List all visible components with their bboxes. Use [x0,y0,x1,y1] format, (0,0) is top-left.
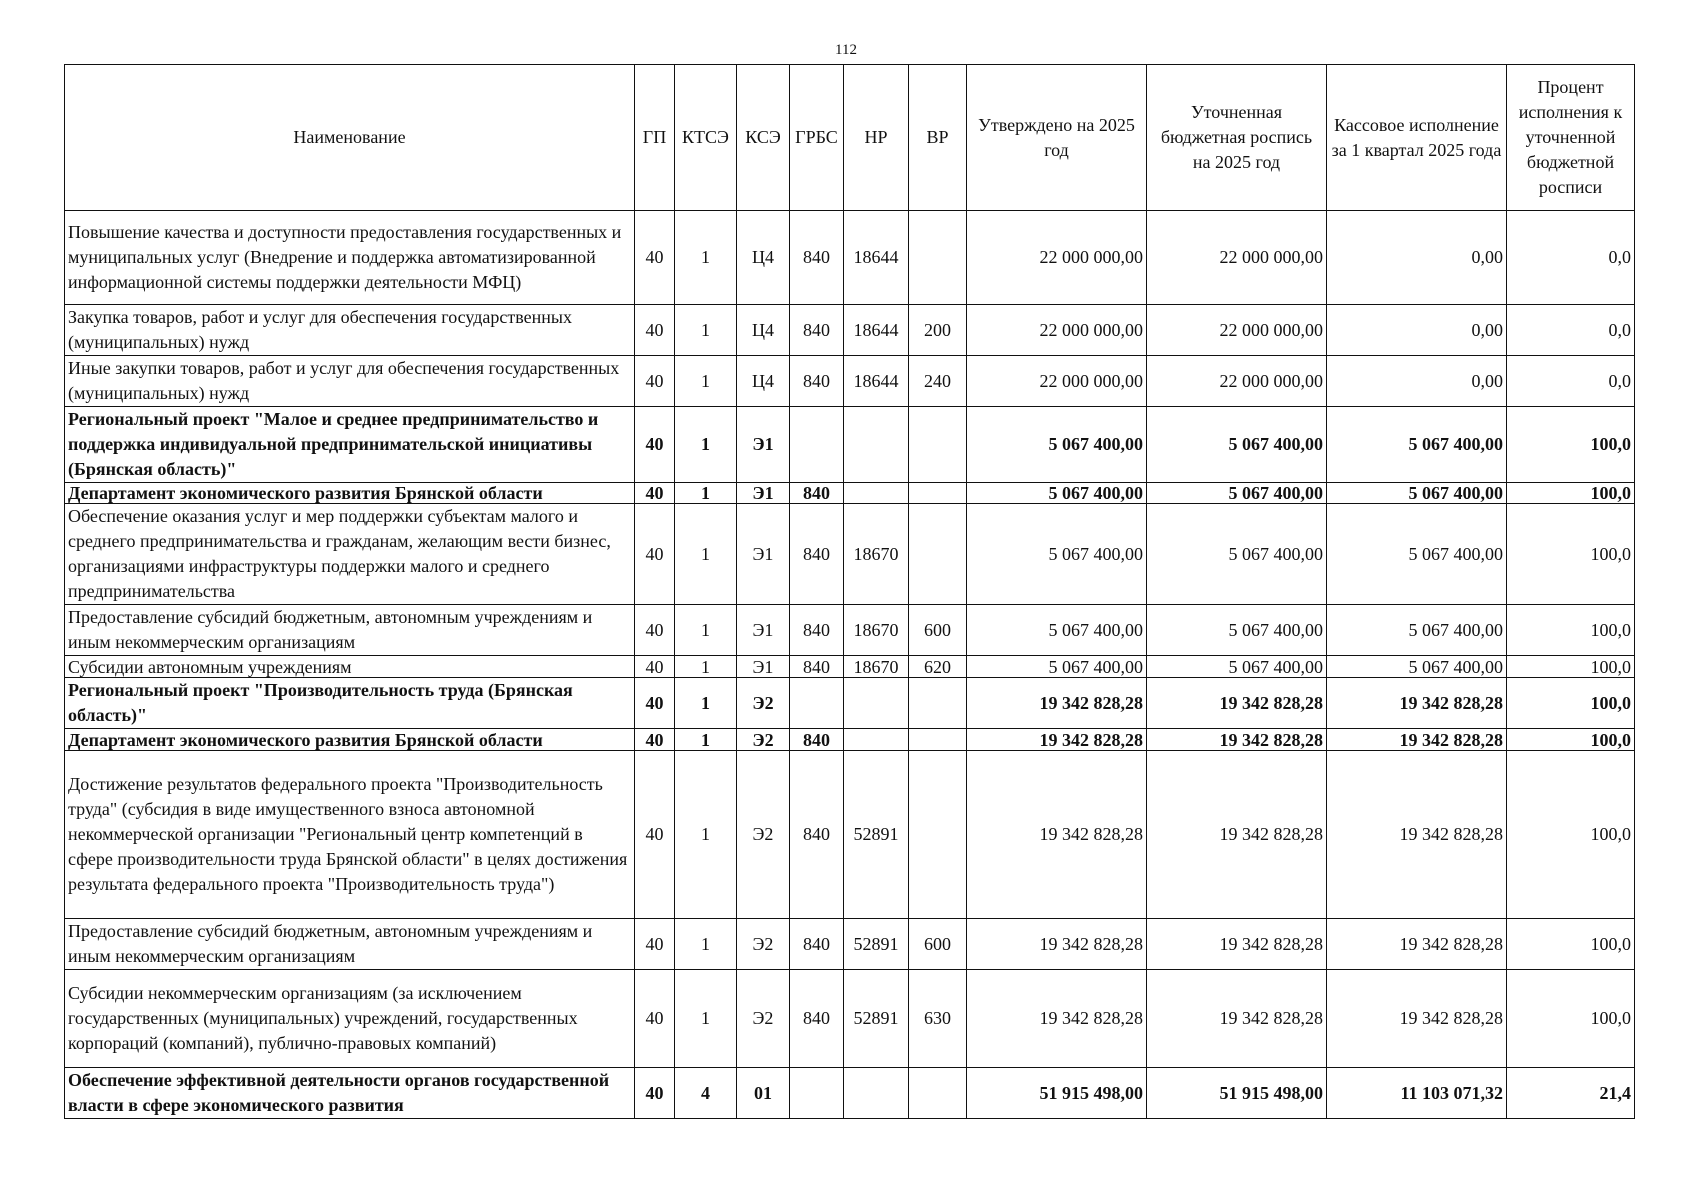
cell-approved: 5 067 400,00 [967,504,1147,605]
cell-name: Достижение результатов федерального проекта "Производительность труда" (субсидия в виде имущественного взноса автономной некоммерческой организации "Региональный центр компетенций в сфере производительности труда Брянской области" в целях достижения результата федерального проекта "Производительность труда") [65,751,635,919]
cell-ktse: 1 [675,656,737,678]
cell-gp: 40 [635,211,675,305]
cell-nr [844,1068,909,1119]
cell-nr: 18644 [844,305,909,356]
cell-refined: 5 067 400,00 [1147,407,1327,483]
cell-name: Департамент экономического развития Брянской области [65,483,635,504]
cell-vr [909,751,967,919]
cell-ktse: 1 [675,729,737,751]
cell-refined: 19 342 828,28 [1147,729,1327,751]
cell-executed: 19 342 828,28 [1327,751,1507,919]
cell-percent: 0,0 [1507,211,1635,305]
table-row [65,407,1635,483]
cell-grbs: 840 [790,305,844,356]
cell-kse: Ц4 [737,305,790,356]
cell-name: Предоставление субсидий бюджетным, автономным учреждениям и иным некоммерческим организациям [65,919,635,970]
cell-gp: 40 [635,729,675,751]
cell-refined: 22 000 000,00 [1147,305,1327,356]
cell-name: Повышение качества и доступности предоставления государственных и муниципальных услуг (Внедрение и поддержка автоматизированной информационной системы поддержки деятельности МФЦ) [65,211,635,305]
cell-name: Предоставление субсидий бюджетным, автономным учреждениям и иным некоммерческим организациям [65,605,635,656]
column-header-approved: Утверждено на 2025 год [967,65,1147,211]
cell-kse: Э1 [737,407,790,483]
cell-ktse: 4 [675,1068,737,1119]
cell-vr [909,211,967,305]
column-header-kse: КСЭ [737,65,790,211]
cell-kse: Э2 [737,970,790,1068]
cell-gp: 40 [635,356,675,407]
cell-vr: 240 [909,356,967,407]
cell-refined: 19 342 828,28 [1147,970,1327,1068]
cell-approved: 5 067 400,00 [967,407,1147,483]
cell-ktse: 1 [675,504,737,605]
page-number: 112 [835,42,857,58]
cell-percent: 100,0 [1507,483,1635,504]
cell-kse: Ц4 [737,211,790,305]
cell-refined: 51 915 498,00 [1147,1068,1327,1119]
cell-gp: 40 [635,970,675,1068]
cell-vr: 600 [909,605,967,656]
cell-nr: 52891 [844,919,909,970]
cell-refined: 22 000 000,00 [1147,356,1327,407]
cell-approved: 22 000 000,00 [967,305,1147,356]
cell-ktse: 1 [675,919,737,970]
cell-nr [844,729,909,751]
cell-kse: 01 [737,1068,790,1119]
cell-refined: 19 342 828,28 [1147,751,1327,919]
cell-grbs: 840 [790,605,844,656]
cell-kse: Э2 [737,919,790,970]
cell-grbs: 840 [790,656,844,678]
table-row [65,656,1635,678]
cell-gp: 40 [635,656,675,678]
cell-executed: 5 067 400,00 [1327,605,1507,656]
cell-vr [909,678,967,729]
cell-gp: 40 [635,504,675,605]
cell-executed: 11 103 071,32 [1327,1068,1507,1119]
cell-percent: 100,0 [1507,656,1635,678]
column-header-vr: ВР [909,65,967,211]
cell-vr [909,504,967,605]
cell-kse: Ц4 [737,356,790,407]
cell-executed: 5 067 400,00 [1327,407,1507,483]
cell-refined: 5 067 400,00 [1147,483,1327,504]
cell-approved: 22 000 000,00 [967,356,1147,407]
cell-nr: 18670 [844,504,909,605]
cell-ktse: 1 [675,483,737,504]
cell-executed: 19 342 828,28 [1327,970,1507,1068]
cell-vr: 600 [909,919,967,970]
cell-refined: 5 067 400,00 [1147,504,1327,605]
cell-grbs: 840 [790,211,844,305]
budget-execution-table [64,64,1635,1119]
cell-percent: 100,0 [1507,678,1635,729]
cell-percent: 100,0 [1507,729,1635,751]
cell-grbs: 840 [790,751,844,919]
cell-ktse: 1 [675,407,737,483]
table-row [65,678,1635,729]
cell-kse: Э1 [737,483,790,504]
cell-vr [909,483,967,504]
cell-nr: 52891 [844,751,909,919]
cell-name: Региональный проект "Малое и среднее предпринимательство и поддержка индивидуальной предпринимательской инициативы (Брянская область)" [65,407,635,483]
cell-name: Региональный проект "Производительность труда (Брянская область)" [65,678,635,729]
cell-grbs: 840 [790,919,844,970]
cell-refined: 19 342 828,28 [1147,919,1327,970]
cell-nr: 18670 [844,605,909,656]
cell-refined: 22 000 000,00 [1147,211,1327,305]
cell-approved: 19 342 828,28 [967,751,1147,919]
cell-name: Обеспечение эффективной деятельности органов государственной власти в сфере экономического развития [65,1068,635,1119]
cell-refined: 5 067 400,00 [1147,605,1327,656]
cell-ktse: 1 [675,211,737,305]
column-header-executed: Кассовое исполнение за 1 квартал 2025 года [1327,65,1507,211]
column-header-ktse: КТСЭ [675,65,737,211]
table-row [65,1068,1635,1119]
cell-approved: 19 342 828,28 [967,678,1147,729]
cell-kse: Э2 [737,729,790,751]
cell-name: Иные закупки товаров, работ и услуг для обеспечения государственных (муниципальных) нужд [65,356,635,407]
cell-grbs [790,1068,844,1119]
cell-grbs [790,678,844,729]
cell-percent: 100,0 [1507,751,1635,919]
column-header-grbs: ГРБС [790,65,844,211]
cell-percent: 100,0 [1507,605,1635,656]
table-row [65,605,1635,656]
cell-executed: 0,00 [1327,305,1507,356]
cell-percent: 0,0 [1507,356,1635,407]
cell-name: Обеспечение оказания услуг и мер поддержки субъектам малого и среднего предпринимательства и гражданам, желающим вести бизнес, организациями инфраструктуры поддержки малого и среднего предпринимательства [65,504,635,605]
column-header-percent: Процент исполнения к уточненной бюджетной росписи [1507,65,1635,211]
cell-nr: 18644 [844,211,909,305]
cell-nr [844,678,909,729]
column-header-name: Наименование [65,65,635,211]
cell-vr [909,729,967,751]
cell-approved: 22 000 000,00 [967,211,1147,305]
cell-grbs [790,407,844,483]
cell-kse: Э1 [737,656,790,678]
cell-gp: 40 [635,305,675,356]
table-body [65,211,1635,1119]
cell-vr: 200 [909,305,967,356]
cell-ktse: 1 [675,356,737,407]
cell-ktse: 1 [675,678,737,729]
cell-executed: 19 342 828,28 [1327,678,1507,729]
cell-percent: 100,0 [1507,407,1635,483]
cell-ktse: 1 [675,605,737,656]
cell-ktse: 1 [675,970,737,1068]
cell-grbs: 840 [790,483,844,504]
table-row [65,751,1635,919]
cell-name: Субсидии автономным учреждениям [65,656,635,678]
cell-approved: 51 915 498,00 [967,1068,1147,1119]
table-row [65,211,1635,305]
cell-gp: 40 [635,605,675,656]
table-header-row [65,65,1635,211]
cell-kse: Э1 [737,605,790,656]
cell-executed: 5 067 400,00 [1327,504,1507,605]
cell-percent: 21,4 [1507,1068,1635,1119]
cell-executed: 19 342 828,28 [1327,919,1507,970]
table-row [65,919,1635,970]
cell-kse: Э2 [737,678,790,729]
cell-gp: 40 [635,919,675,970]
cell-approved: 19 342 828,28 [967,919,1147,970]
cell-approved: 19 342 828,28 [967,970,1147,1068]
table-row [65,504,1635,605]
cell-name: Департамент экономического развития Брянской области [65,729,635,751]
cell-approved: 5 067 400,00 [967,656,1147,678]
cell-grbs: 840 [790,729,844,751]
cell-refined: 19 342 828,28 [1147,678,1327,729]
cell-gp: 40 [635,751,675,919]
cell-executed: 0,00 [1327,211,1507,305]
column-header-gp: ГП [635,65,675,211]
cell-gp: 40 [635,678,675,729]
cell-gp: 40 [635,1068,675,1119]
cell-vr: 620 [909,656,967,678]
cell-percent: 0,0 [1507,305,1635,356]
cell-approved: 5 067 400,00 [967,483,1147,504]
cell-percent: 100,0 [1507,504,1635,605]
cell-ktse: 1 [675,305,737,356]
cell-grbs: 840 [790,504,844,605]
cell-grbs: 840 [790,970,844,1068]
cell-executed: 5 067 400,00 [1327,483,1507,504]
table-row [65,483,1635,504]
cell-nr [844,407,909,483]
cell-vr [909,407,967,483]
cell-percent: 100,0 [1507,970,1635,1068]
cell-gp: 40 [635,483,675,504]
cell-vr [909,1068,967,1119]
table-row [65,970,1635,1068]
cell-nr: 18644 [844,356,909,407]
cell-approved: 19 342 828,28 [967,729,1147,751]
cell-executed: 0,00 [1327,356,1507,407]
cell-executed: 5 067 400,00 [1327,656,1507,678]
cell-nr: 52891 [844,970,909,1068]
cell-grbs: 840 [790,356,844,407]
cell-kse: Э1 [737,504,790,605]
cell-executed: 19 342 828,28 [1327,729,1507,751]
table-row [65,305,1635,356]
column-header-refined: Уточненная бюджетная роспись на 2025 год [1147,65,1327,211]
cell-refined: 5 067 400,00 [1147,656,1327,678]
table-row [65,356,1635,407]
cell-nr: 18670 [844,656,909,678]
cell-approved: 5 067 400,00 [967,605,1147,656]
cell-nr [844,483,909,504]
cell-name: Закупка товаров, работ и услуг для обеспечения государственных (муниципальных) нужд [65,305,635,356]
table-row [65,729,1635,751]
cell-vr: 630 [909,970,967,1068]
cell-gp: 40 [635,407,675,483]
column-header-nr: НР [844,65,909,211]
cell-name: Субсидии некоммерческим организациям (за исключением государственных (муниципальных) учреждений, государственных корпораций (компаний), публично-правовых компаний) [65,970,635,1068]
cell-percent: 100,0 [1507,919,1635,970]
cell-kse: Э2 [737,751,790,919]
cell-ktse: 1 [675,751,737,919]
